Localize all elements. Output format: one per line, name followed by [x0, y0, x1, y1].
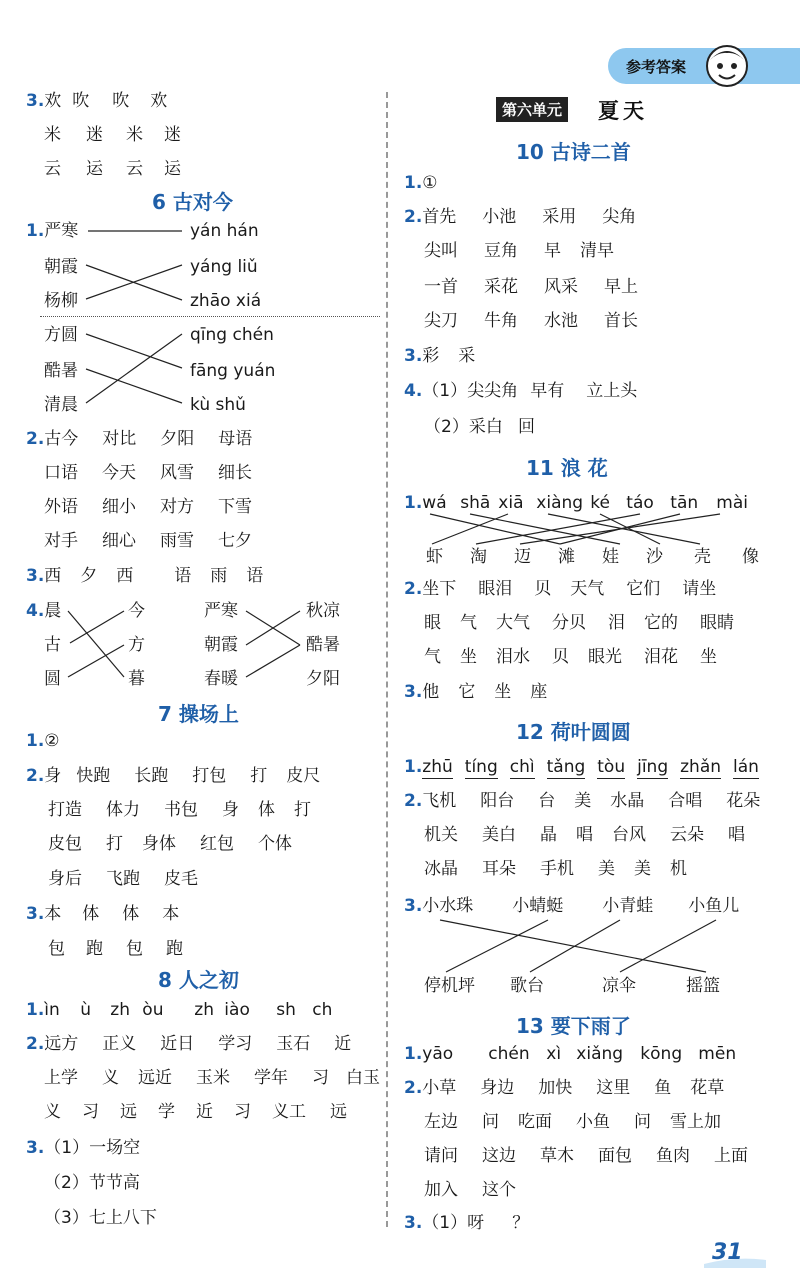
match-line — [446, 920, 548, 972]
l6-q3-row: 3.西 夕 西 语 雨 语 — [26, 566, 264, 586]
match-line — [440, 920, 706, 972]
match-line — [246, 645, 300, 677]
l11-q2-row1: 2.坐下 眼泪 贝 天气 它们 请坐 — [404, 579, 717, 599]
l8-q3-row2: （2）节节高 — [44, 1173, 140, 1193]
l6-q2-row4: 对手 细心 雨雪 七夕 — [44, 531, 252, 551]
l6-q4-c3-3: 春暖 — [204, 669, 238, 689]
l6-q4-c4-2: 酷暑 — [306, 635, 340, 655]
l6-q1-right-2: yáng liǔ — [190, 257, 258, 277]
l7-q2-row3: 皮包 打 身体 红包 个体 — [48, 834, 292, 854]
l13-q2-row2: 左边 问 吃面 小鱼 问 雪上加 — [424, 1112, 721, 1132]
l6-q2-row1: 2.古今 对比 夕阳 母语 — [26, 429, 253, 449]
l7-q2-row2: 打造 体力 书包 身 体 打 — [48, 800, 311, 820]
l11-q1-bottom: 虾 淘 迈 滩 娃 沙 壳 像 — [426, 547, 759, 567]
l6-q1-right-1: yán hán — [190, 221, 259, 241]
l10-q3: 3.彩 采 — [404, 346, 476, 366]
l12-q3-bottom: 停机坪 歌台 凉伞 摇篮 — [424, 976, 720, 996]
l10-q4-row2: （2）采白 回 — [424, 417, 535, 437]
l7-q3-row2: 包 跑 包 跑 — [48, 939, 183, 959]
l12-q2-row3: 冰晶 耳朵 手机 美 美 机 — [424, 859, 687, 879]
lesson11-title: 11 浪 花 — [526, 456, 608, 480]
l6-q4-c2-3: 暮 — [128, 669, 145, 689]
l6-q4-c1-2: 古 — [44, 635, 61, 655]
l8-q2-row2: 上学 义 远近 玉米 学年 习 白玉 — [44, 1068, 380, 1088]
l13-q2-row1: 2.小草 身边 加快 这里 鱼 花草 — [404, 1078, 725, 1098]
l11-q2-row3: 气 坐 泪水 贝 眼光 泪花 坐 — [424, 647, 717, 667]
l6-q4-c1-3: 圆 — [44, 669, 61, 689]
match-line — [68, 645, 124, 677]
l12-q2-row1: 2.飞机 阳台 台 美 水晶 合唱 花朵 — [404, 791, 761, 811]
l10-q2-row3: 一首 采花 风采 早上 — [424, 277, 638, 297]
l10-q2-row4: 尖刀 牛角 水池 首长 — [424, 311, 638, 331]
l10-q1: 1.① — [404, 173, 438, 193]
l11-q1-top: 1.wá shā xiā xiàng ké táo tān mài — [404, 493, 748, 513]
l6-q2-row3: 外语 细小 对方 下雪 — [44, 497, 252, 517]
l6-q1-left-2: 朝霞 — [44, 257, 78, 277]
l7-q1: 1.② — [26, 731, 60, 751]
l6-q1-left-3: 杨柳 — [44, 291, 78, 311]
l6-q4-c4-1: 秋凉 — [306, 601, 340, 621]
l8-q1: 1.ìn ù zh òu zh iào sh ch — [26, 1000, 333, 1020]
match-line — [70, 611, 124, 643]
l7-q2-row4: 身后 飞跑 皮毛 — [48, 869, 198, 889]
l13-q2-row4: 加入 这个 — [424, 1180, 516, 1200]
lesson8-title: 8 人之初 — [158, 968, 239, 992]
l13-q1: 1.yāo chén xì xiǎng kōng mēn — [404, 1044, 737, 1064]
l6-q1b-right-2: fāng yuán — [190, 361, 276, 381]
lesson13-title: 13 要下雨了 — [516, 1014, 631, 1038]
l6-q1-right-3: zhāo xiá — [190, 291, 262, 311]
l6-q1b-right-3: kù shǔ — [190, 395, 246, 415]
l8-q2-row1: 2.远方 正义 近日 学习 玉石 近 — [26, 1034, 352, 1054]
l10-q2-row2: 尖叫 豆角 早 清早 — [424, 241, 614, 261]
l10-q2-row1: 2.首先 小池 采用 尖角 — [404, 207, 637, 227]
l8-q2-row3: 义 习 远 学 近 习 义工 远 — [44, 1102, 347, 1122]
l8-q3-row3: （3）七上八下 — [44, 1208, 157, 1228]
l6-q1-left-1: 1.严寒 — [26, 221, 79, 241]
prev-q3-row1: 3.欢 吹 吹 欢 — [26, 91, 168, 111]
match-line — [86, 334, 182, 368]
prev-q3-row3: 云 运 云 运 — [44, 159, 181, 179]
l6-q4-c2-1: 今 — [128, 601, 145, 621]
l6-q1b-left-3: 清晨 — [44, 395, 78, 415]
lesson12-title: 12 荷叶圆圆 — [516, 720, 631, 744]
lesson10-title: 10 古诗二首 — [516, 140, 631, 164]
l11-q3: 3.他 它 坐 座 — [404, 682, 548, 702]
header-label: 参考答案 — [626, 58, 687, 76]
lesson6-title: 6 古对今 — [152, 190, 233, 214]
unit-title: 夏天 — [598, 99, 648, 123]
match-line — [476, 514, 640, 544]
l6-q4-c4-3: 夕阳 — [306, 669, 340, 689]
l6-q1b-right-1: qīng chén — [190, 325, 274, 345]
l12-q3-top: 3.小水珠 小蜻蜓 小青蛙 小鱼儿 — [404, 896, 740, 916]
l7-q3-row1: 3.本 体 体 本 — [26, 904, 180, 924]
l6-q4-c3-1: 严寒 — [204, 601, 238, 621]
lesson7-title: 7 操场上 — [158, 702, 239, 726]
l12-q1: 1.zhū tíng chì tǎng tòu jīng zhǎn lán — [404, 757, 759, 777]
match-line — [68, 611, 124, 677]
l13-q2-row3: 请问 这边 草木 面包 鱼肉 上面 — [424, 1146, 748, 1166]
l6-q4-c3-2: 朝霞 — [204, 635, 238, 655]
l8-q3-row1: 3.（1）一场空 — [26, 1138, 141, 1158]
prev-q3-row2: 米 迷 米 迷 — [44, 125, 181, 145]
match-line — [600, 514, 660, 544]
page-number: 31 — [712, 1240, 743, 1265]
l7-q2-row1: 2.身 快跑 长跑 打包 打 皮尺 — [26, 766, 321, 786]
unit-badge: 第六单元 — [496, 97, 568, 122]
l11-q2-row2: 眼 气 大气 分贝 泪 它的 眼睛 — [424, 613, 734, 633]
l6-q2-row2: 口语 今天 风雪 细长 — [44, 463, 252, 483]
l6-q4-c2-2: 方 — [128, 635, 145, 655]
match-line — [530, 920, 620, 972]
l6-q4-c1-1: 4.晨 — [26, 601, 62, 621]
match-line — [520, 514, 720, 544]
match-line — [86, 334, 182, 403]
l6-q1b-left-1: 方圆 — [44, 325, 78, 345]
l6-q1b-left-2: 酷暑 — [44, 361, 78, 381]
l13-q3: 3.（1）呀 ？ — [404, 1213, 530, 1233]
match-line — [86, 369, 182, 403]
l12-q2-row2: 机关 美白 晶 唱 台风 云朵 唱 — [424, 825, 745, 845]
l10-q4-row1: 4.（1）尖尖角 早有 立上头 — [404, 381, 638, 401]
